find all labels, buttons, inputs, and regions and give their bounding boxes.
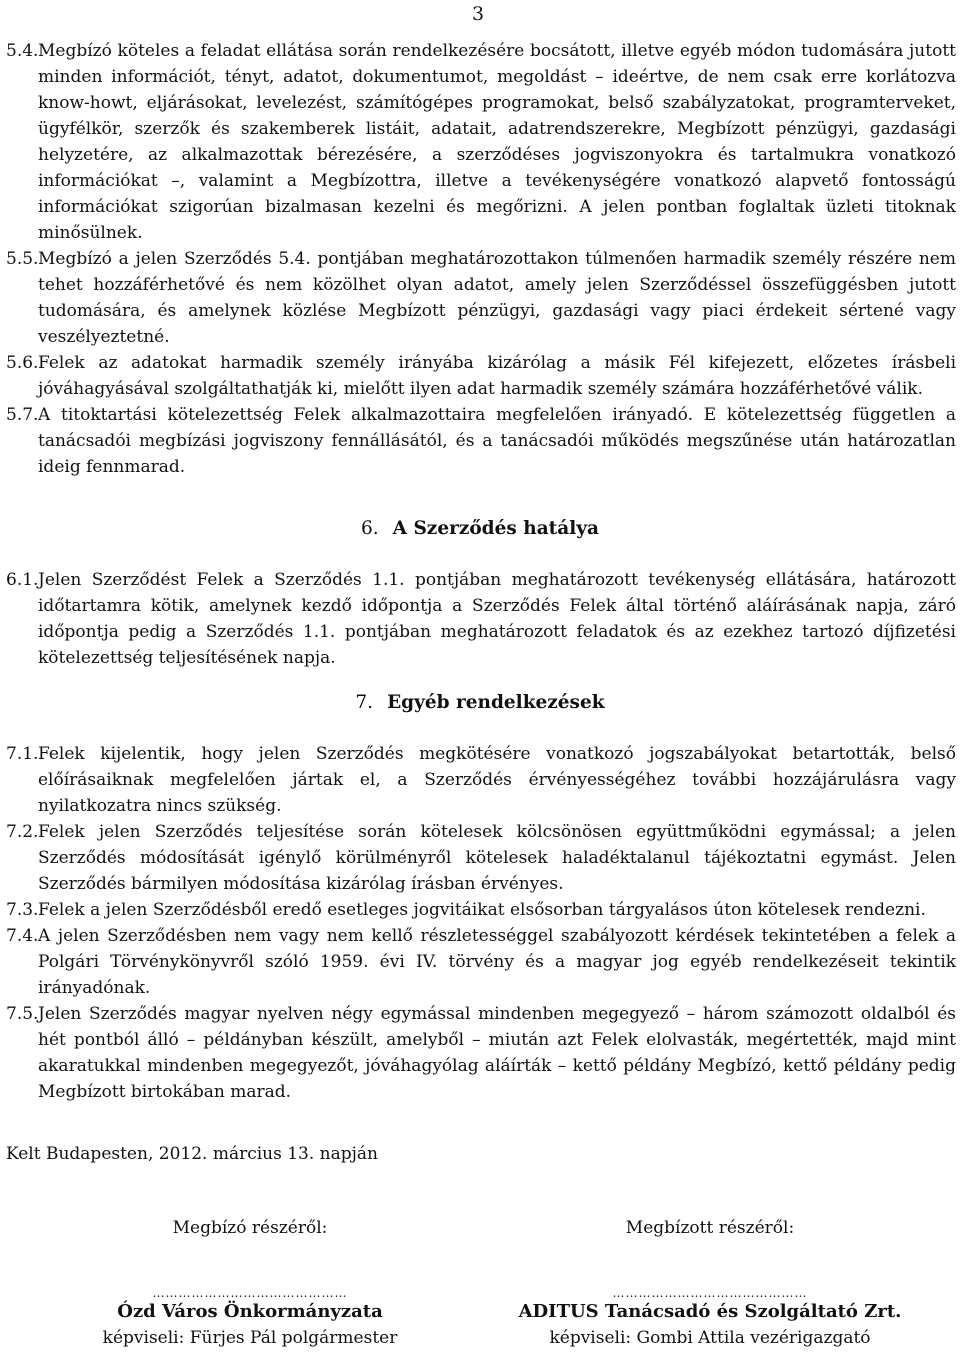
signature-block-contractor bbox=[470, 1215, 950, 1351]
clause-5-4 bbox=[6, 38, 956, 246]
confidentiality-clauses bbox=[6, 38, 956, 480]
section-heading-6 bbox=[0, 516, 960, 542]
clause-text: Felek jelen Szerződés teljesítése során kötelesek kölcsönösen együttműködni egymással; a jelen Szerződés módosítását igénylő körülményről kötelesek haladéktalanul tájékoztatni egymást. Jelen Szerződés bármilyen módosítása kizárólag írásban érvényes. bbox=[38, 822, 956, 894]
clause-number: 7.5. bbox=[6, 1004, 39, 1024]
section-heading-7 bbox=[0, 690, 960, 716]
signature-block-client bbox=[10, 1215, 490, 1351]
clause-5-6 bbox=[6, 350, 956, 402]
clause-text: Jelen Szerződést Felek a Szerződés 1.1. pontjában meghatározott tevékenység ellátására, határozott időtartamra kötik, amelynek kezdő időpontja a Szerződés Felek által történő aláírásának napja, záró időpontja pedig a Szerződés 1.1. pontjában meghatározott feladatok és az ezekhez tartozó díjfizetési kötelezettség teljesítésének napja. bbox=[38, 570, 956, 668]
clause-number: 6.1. bbox=[6, 570, 39, 590]
date-place-line: Kelt Budapesten, 2012. március 13. napján bbox=[6, 1144, 378, 1164]
signature-line: ……………………………………… bbox=[612, 1286, 808, 1300]
signature-caption: Megbízott részéről: bbox=[625, 1218, 795, 1238]
clause-number: 5.4. bbox=[6, 41, 39, 61]
signature-caption: Megbízó részéről: bbox=[172, 1218, 328, 1238]
clause-7-2 bbox=[6, 819, 956, 897]
misc-clauses bbox=[6, 741, 956, 1105]
clause-text: Megbízó köteles a feladat ellátása során rendelkezésére bocsátott, illetve egyéb módon tudomására jutott minden információt, tényt, adatot, dokumentumot, megoldást – ideértve, de nem csak erre korlátozva know-howt, eljárásokat, levelezést, számítógépes programokat, belső szabályzatokat, programterveket, ügyfélkör, szerzők és szakemberek listáit, adatait, adatrendszerekre, Megbízott pénzügyi, gazdasági helyzetére, az alkalmazottak bérezésére, a szerződéses jogviszonyokra és tartalmukra vonatkozó információkat –, valamint a Megbízottra, illetve a tevékenységére vonatkozó alapvető fontosságú információkat szigorúan bizalmasan kezelni és megőrizni. A jelen pontban foglaltak üzleti titoknak minősülnek. bbox=[38, 41, 956, 243]
clause-number: 7.1. bbox=[6, 744, 39, 764]
clause-7-1 bbox=[6, 741, 956, 819]
clause-number: 5.7. bbox=[6, 405, 39, 425]
clause-5-7 bbox=[6, 402, 956, 480]
clause-7-3 bbox=[6, 897, 956, 923]
clause-number: 5.5. bbox=[6, 249, 39, 269]
signatory-party: ADITUS Tanácsadó és Szolgáltató Zrt. bbox=[518, 1301, 902, 1322]
clause-number: 7.4. bbox=[6, 926, 39, 946]
clause-6-1 bbox=[6, 567, 956, 671]
clause-text: A titoktartási kötelezettség Felek alkalmazottaira megfelelően irányadó. E kötelezettség független a tanácsadói megbízási jogviszony fennállásától, és a tanácsadói működés megszűnése után határozatlan ideig fennmarad. bbox=[38, 405, 956, 477]
clause-text: Felek az adatokat harmadik személy irányába kizárólag a másik Fél kifejezett, előzetes írásbeli jóváhagyásával szolgáltathatják ki, mielőtt ilyen adat harmadik személy számára hozzáférhetővé válik. bbox=[38, 353, 956, 399]
effect-clauses bbox=[6, 567, 956, 671]
signature-line: ……………………………………… bbox=[152, 1286, 348, 1300]
section-title: Egyéb rendelkezések bbox=[387, 692, 605, 713]
clause-number: 5.6. bbox=[6, 353, 39, 373]
section-title: A Szerződés hatálya bbox=[392, 518, 599, 539]
clause-number: 7.2. bbox=[6, 822, 39, 842]
clause-text: Jelen Szerződés magyar nyelven négy egymással mindenben megegyező – három számozott oldalból és hét pontból álló – példányban készült, amelyből – miután azt Felek elolvasták, megértették, majd mint akaratukkal mindenben megegyezőt, jóváhagyólag aláírták – kettő példány Megbízó, kettő példány pedig Megbízott birtokában marad. bbox=[38, 1004, 956, 1102]
signatory-party: Ózd Város Önkormányzata bbox=[117, 1301, 383, 1322]
section-number: 6. bbox=[361, 518, 379, 539]
clause-text: A jelen Szerződésben nem vagy nem kellő részletességgel szabályozott kérdések tekintetében a felek a Polgári Törvénykönyvről szóló 1959. évi IV. törvény és a magyar jog egyéb rendelkezéseit tekintik irányadónak. bbox=[38, 926, 956, 998]
section-number: 7. bbox=[355, 692, 374, 713]
signatory-representative: képviseli: Fürjes Pál polgármester bbox=[102, 1328, 398, 1348]
clause-text: Megbízó a jelen Szerződés 5.4. pontjában meghatározottakon túlmenően harmadik személy részére nem tehet hozzáférhetővé és nem közölhet olyan adatot, amely jelen Szerződéssel összefüggésben jutott tudomására, és amelynek közlése Megbízott pénzügyi, gazdasági vagy piaci érdekeit sértené vagy veszélyeztetné. bbox=[38, 249, 956, 347]
page-number: 3 bbox=[472, 3, 485, 25]
clause-5-5 bbox=[6, 246, 956, 350]
clause-text: Felek a jelen Szerződésből eredő esetleges jogvitáikat elsősorban tárgyalásos úton kötelesek rendezni. bbox=[38, 900, 926, 920]
clause-7-4 bbox=[6, 923, 956, 1001]
clause-number: 7.3. bbox=[6, 900, 39, 920]
signatory-representative: képviseli: Gombi Attila vezérigazgató bbox=[549, 1328, 871, 1348]
clause-text: Felek kijelentik, hogy jelen Szerződés megkötésére vonatkozó jogszabályokat betartották, belső előírásaiknak megfelelően jártak el, a Szerződés érvényességéhez további hozzájárulásra vagy nyilatkozatra nincs szükség. bbox=[38, 744, 956, 816]
clause-7-5 bbox=[6, 1001, 956, 1105]
